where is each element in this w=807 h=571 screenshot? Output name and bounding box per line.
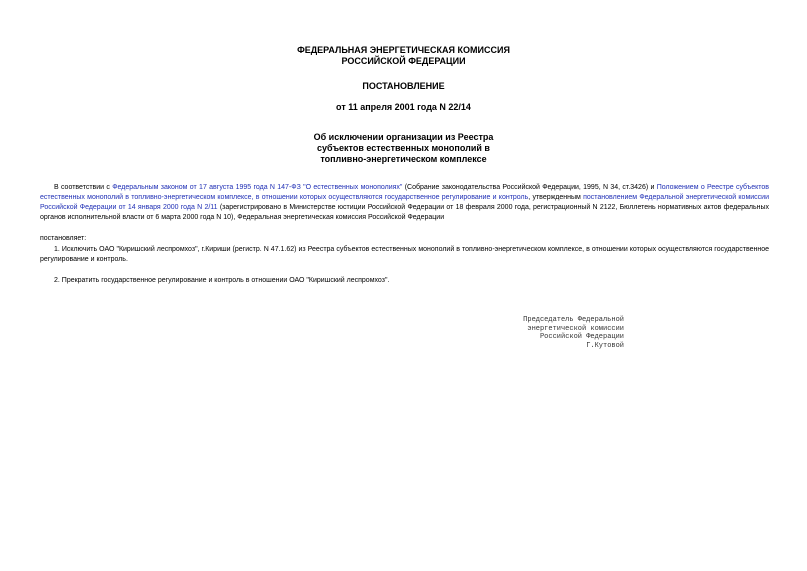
signature-title-line2: энергетической комиссии	[527, 324, 624, 333]
fek-resolution-link[interactable]: постановлением Федеральной энергетической комиссии Российской Федерации от 14 января 2000 года N 2/11	[40, 194, 769, 211]
document-header	[0, 45, 807, 165]
preamble-text-3: , утвержденным	[528, 194, 584, 201]
doc-subject-line1: Об исключении организации из Реестра	[313, 132, 494, 142]
doc-subject-line3: топливно-энергетическом комплексе	[320, 154, 487, 164]
doc-subject-line2: субъектов естественных монополий в	[317, 143, 490, 153]
preamble-text-4: (зарегистрировано в Министерстве юстиции Российской Федерации от 18 февраля 2000 года, регистрационный N 2122, Бюллетень нормативных актов федеральных органов исполнительной власти от 6 марта 2000 года N 10), Федеральная энергетическая комиссия Российской Федерации	[40, 204, 770, 221]
preamble-text-1: В соответствии с	[54, 184, 113, 191]
preamble-text-2: (Собрание законодательства Российской Федерации, 1995, N 34, ст.3426) и	[402, 184, 657, 191]
org-name-line1: ФЕДЕРАЛЬНАЯ ЭНЕРГЕТИЧЕСКАЯ КОМИССИЯ	[297, 45, 510, 55]
org-name-line2: РОССИЙСКОЙ ФЕДЕРАЦИИ	[341, 56, 466, 66]
signature-title-line1: Председатель Федеральной	[523, 316, 624, 324]
item-1-paragraph: 1. Исключить ОАО "Киришский леспромхоз", г.Кириши (регистр. N 47.1.62) из Реестра субъектов естественных монополий в топливно-энергетическом комплексе, в отношении которых осуществляются государственное регулирование и контроль.	[40, 246, 769, 263]
resolves-line: постановляет:	[40, 235, 87, 242]
preamble-paragraph	[40, 183, 769, 223]
signature-name: Г.Кутовой	[586, 341, 624, 350]
signature-title-line3: Российской Федерации	[539, 333, 624, 341]
doc-type: ПОСТАНОВЛЕНИЕ	[362, 81, 445, 91]
doc-date-number: от 11 апреля 2001 года N 22/14	[336, 102, 471, 112]
signature-block	[440, 316, 624, 350]
federal-law-link[interactable]: Федеральным законом от 17 августа 1995 года N 147-ФЗ "О естественных монополиях"	[112, 184, 403, 191]
registry-regulation-link[interactable]: Положением о Реестре субъектов естественных монополий в топливно-энергетическом комплексе, в отношении которых осуществляются государственное регулирование и контроль	[40, 184, 769, 201]
item-2-paragraph: 2. Прекратить государственное регулирование и контроль в отношении ОАО "Киришский леспромхоз".	[54, 277, 390, 284]
